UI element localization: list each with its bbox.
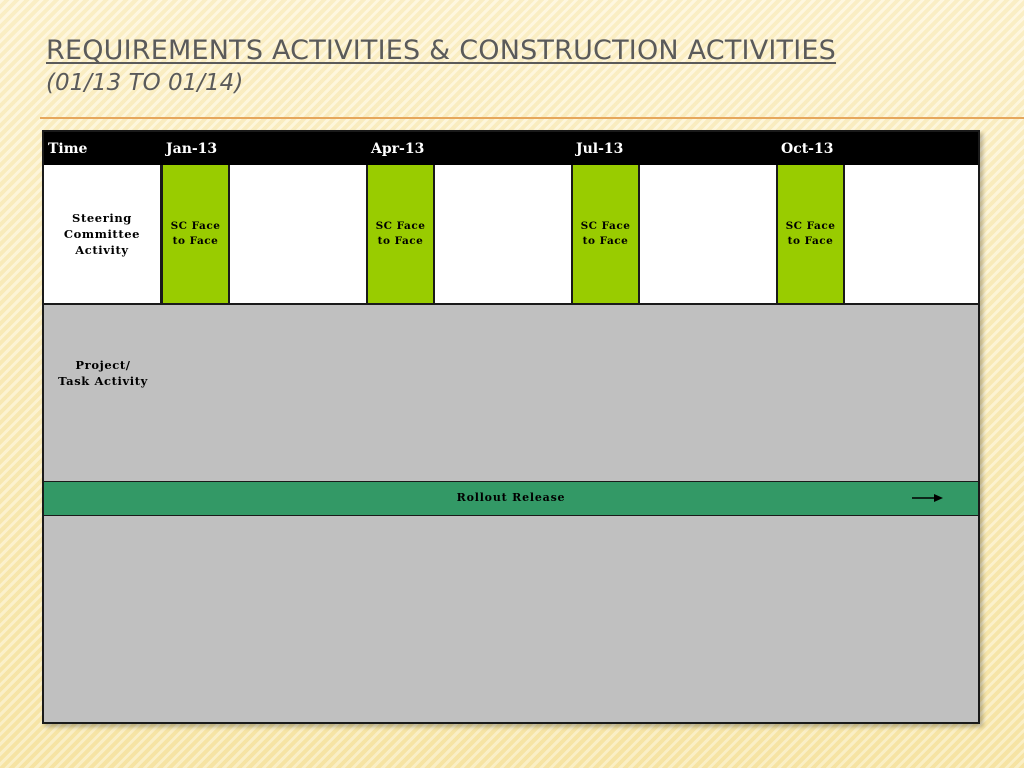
sc-box-line: to Face — [582, 235, 629, 247]
sc-box-line: SC Face — [375, 220, 426, 232]
sc-face-to-face-box — [571, 165, 640, 303]
sc-box-line: SC Face — [580, 220, 631, 232]
header-month-oct: Oct-13 — [781, 141, 834, 157]
sc-box-line: SC Face — [785, 220, 836, 232]
project-label-line: Project/ — [75, 358, 131, 372]
project-label-line: Task Activity — [58, 374, 148, 388]
steering-label-line: Activity — [75, 243, 129, 257]
slide-subtitle: (01/13 TO 01/14) — [46, 70, 244, 96]
slide-title-area — [46, 34, 1006, 98]
gantt-chart — [42, 130, 980, 724]
sc-box-line: to Face — [787, 235, 834, 247]
sc-face-to-face-box — [366, 165, 435, 303]
timeline-header — [44, 132, 978, 165]
steering-label-line: Steering — [72, 211, 132, 225]
sc-face-to-face-box — [161, 165, 230, 303]
right-arrow-icon — [912, 493, 944, 503]
slide-title: REQUIREMENTS ACTIVITIES & CONSTRUCTION ACTIVITIES — [46, 35, 836, 66]
header-month-apr: Apr-13 — [371, 141, 425, 157]
sc-box-line: to Face — [172, 235, 219, 247]
title-divider — [40, 117, 1024, 119]
header-month-jul: Jul-13 — [576, 141, 624, 157]
rollout-release-bar — [44, 481, 978, 516]
rollout-release-label: Rollout Release — [456, 491, 566, 504]
sc-face-to-face-box — [776, 165, 845, 303]
steering-committee-row — [44, 165, 978, 305]
steering-label-line: Committee — [63, 227, 141, 241]
project-task-activity-label — [44, 357, 162, 389]
header-month-jan: Jan-13 — [166, 141, 218, 157]
header-time-label: Time — [48, 141, 88, 157]
steering-committee-label — [44, 165, 162, 303]
sc-box-line: SC Face — [170, 220, 221, 232]
sc-box-line: to Face — [377, 235, 424, 247]
